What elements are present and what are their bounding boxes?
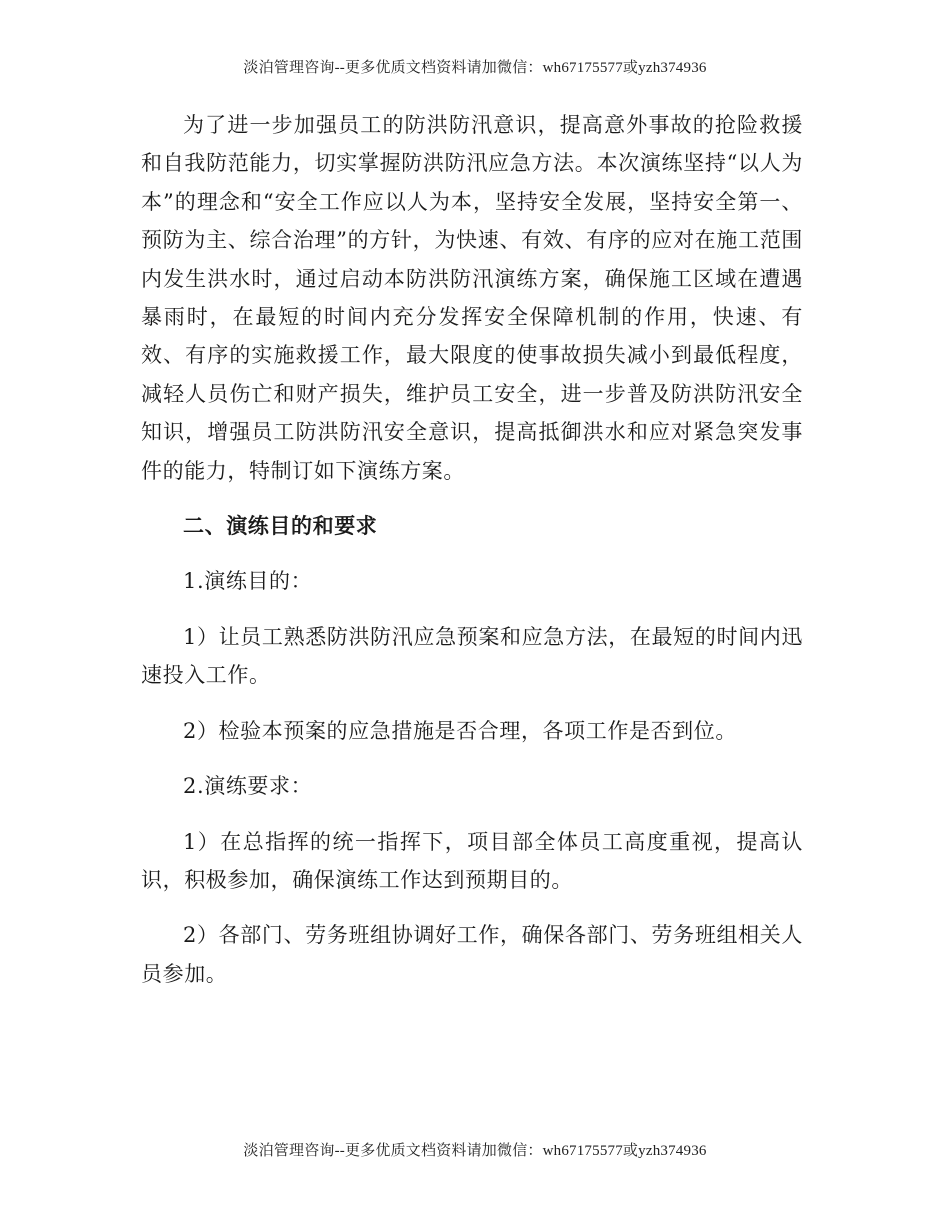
requirement-item-2: 2）各部门、劳务班组协调好工作，确保各部门、劳务班组相关人员参加。 bbox=[141, 923, 803, 986]
page-header: 淡泊管理咨询--更多优质文档资料请加微信：wh67175577或yzh374936 bbox=[243, 60, 707, 76]
section-heading: 二、演练目的和要求 bbox=[183, 513, 378, 539]
page-footer: 淡泊管理咨询--更多优质文档资料请加微信：wh67175577或yzh374936 bbox=[243, 1143, 707, 1159]
intro-paragraph: 为了进一步加强员工的防洪防汛意识，提高意外事故的抢险救援和自我防范能力，切实掌握防洪防汛应急方法。本次演练坚持“以人为本”的理念和“安全工作应以人为本，坚持安全发展，坚持安全第一、预防为主、综合治理”的方针，为快速、有效、有序的应对在施工范围内发生洪水时，通过启动本防洪防汛演练方案，确保施工区域在遭遇暴雨时，在最短的时间内充分发挥安全保障机制的作用，快速、有效、有序的实施救援工作，最大限度的使事故损失减小到最低程度，减轻人员伤亡和财产损失，维护员工安全，进一步普及防洪防汛安全知识，增强员工防洪防汛安全意识，提高抵御洪水和应对紧急突发事件的能力，特制订如下演练方案。 bbox=[141, 113, 803, 483]
document-body bbox=[141, 106, 803, 993]
purpose-item-1: 1）让员工熟悉防洪防汛应急预案和应急方法，在最短的时间内迅速投入工作。 bbox=[141, 624, 803, 688]
requirements-heading: 2.演练要求： bbox=[183, 774, 313, 799]
requirement-item-1: 1）在总指挥的统一指挥下，项目部全体员工高度重视，提高认识，积极参加，确保演练工作达到预期目的。 bbox=[141, 829, 803, 892]
purpose-heading: 1.演练目的： bbox=[183, 569, 313, 594]
purpose-item-2: 2）检验本预案的应急措施是否合理，各项工作是否到位。 bbox=[183, 718, 737, 743]
